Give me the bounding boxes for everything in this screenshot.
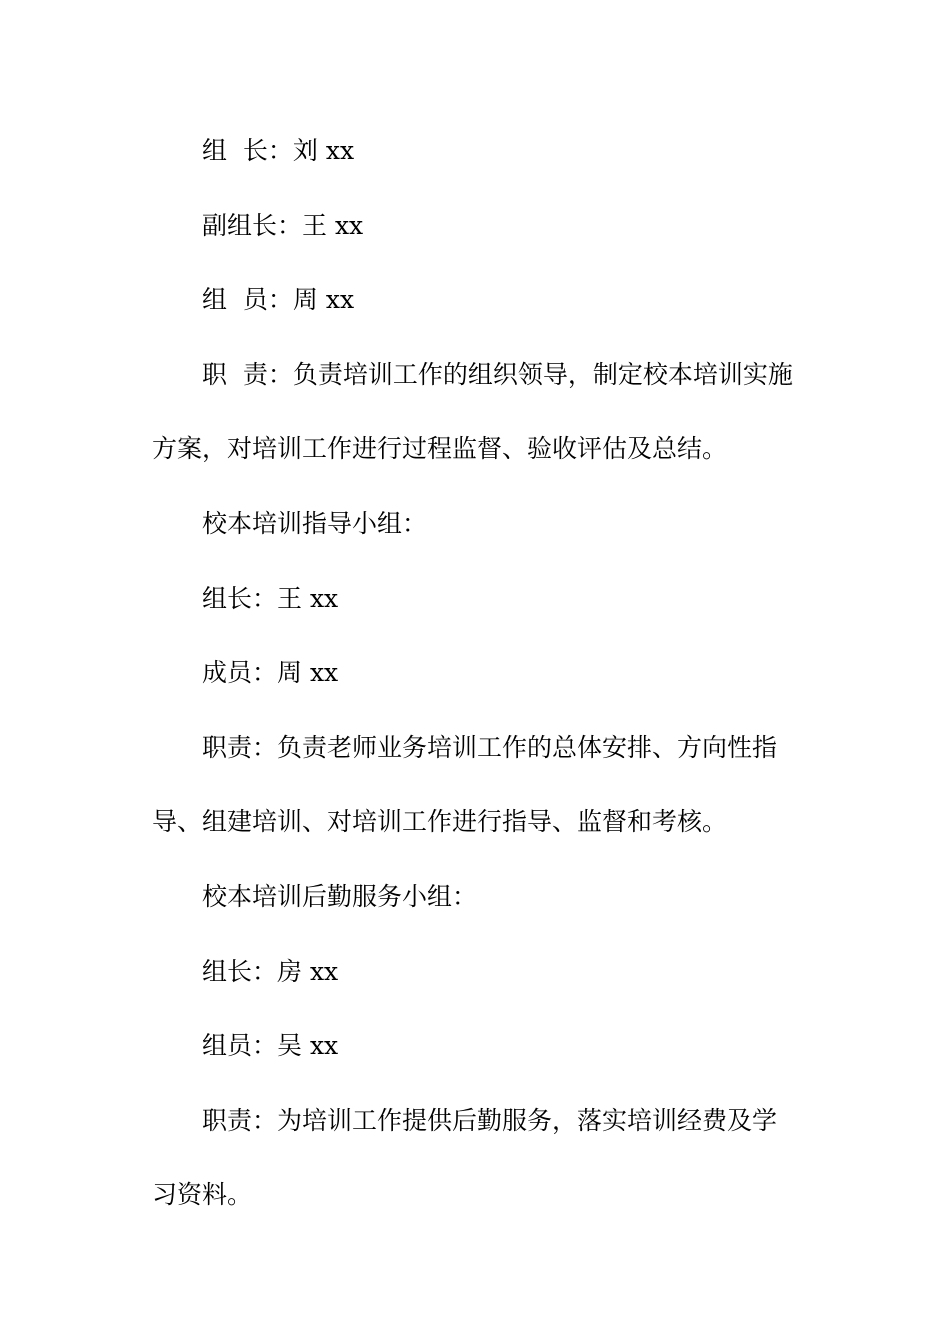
deputy-leader-line: 副组长：王 xx: [202, 210, 364, 240]
logistics-group-heading: 校本培训后勤服务小组：: [202, 881, 478, 911]
guidance-leader-line: 组长：王 xx: [202, 583, 339, 613]
document-body: [152, 114, 802, 1233]
duty-line-1-cont: 方案，对培训工作进行过程监督、验收评估及总结。: [152, 434, 728, 464]
duty-line-1: 职 责：负责培训工作的组织领导，制定校本培训实施: [202, 359, 793, 389]
logistics-duty-line: 职责：为培训工作提供后勤服务，落实培训经费及学: [202, 1105, 778, 1135]
leader-line: 组 长：刘 xx: [202, 136, 355, 165]
member-line: 组 员：周 xx: [202, 285, 355, 315]
logistics-member-line: 组员：吴 xx: [202, 1031, 339, 1061]
logistics-duty-line-cont: 习资料。: [152, 1180, 253, 1210]
guidance-group-heading: 校本培训指导小组：: [202, 508, 428, 538]
guidance-member-line: 成员：周 xx: [202, 658, 339, 688]
guidance-duty-line: 职责：负责老师业务培训工作的总体安排、方向性指: [202, 732, 778, 762]
logistics-leader-line: 组长：房 xx: [202, 956, 339, 986]
guidance-duty-line-cont: 导、组建培训、对培训工作进行指导、监督和考核。: [152, 807, 728, 837]
